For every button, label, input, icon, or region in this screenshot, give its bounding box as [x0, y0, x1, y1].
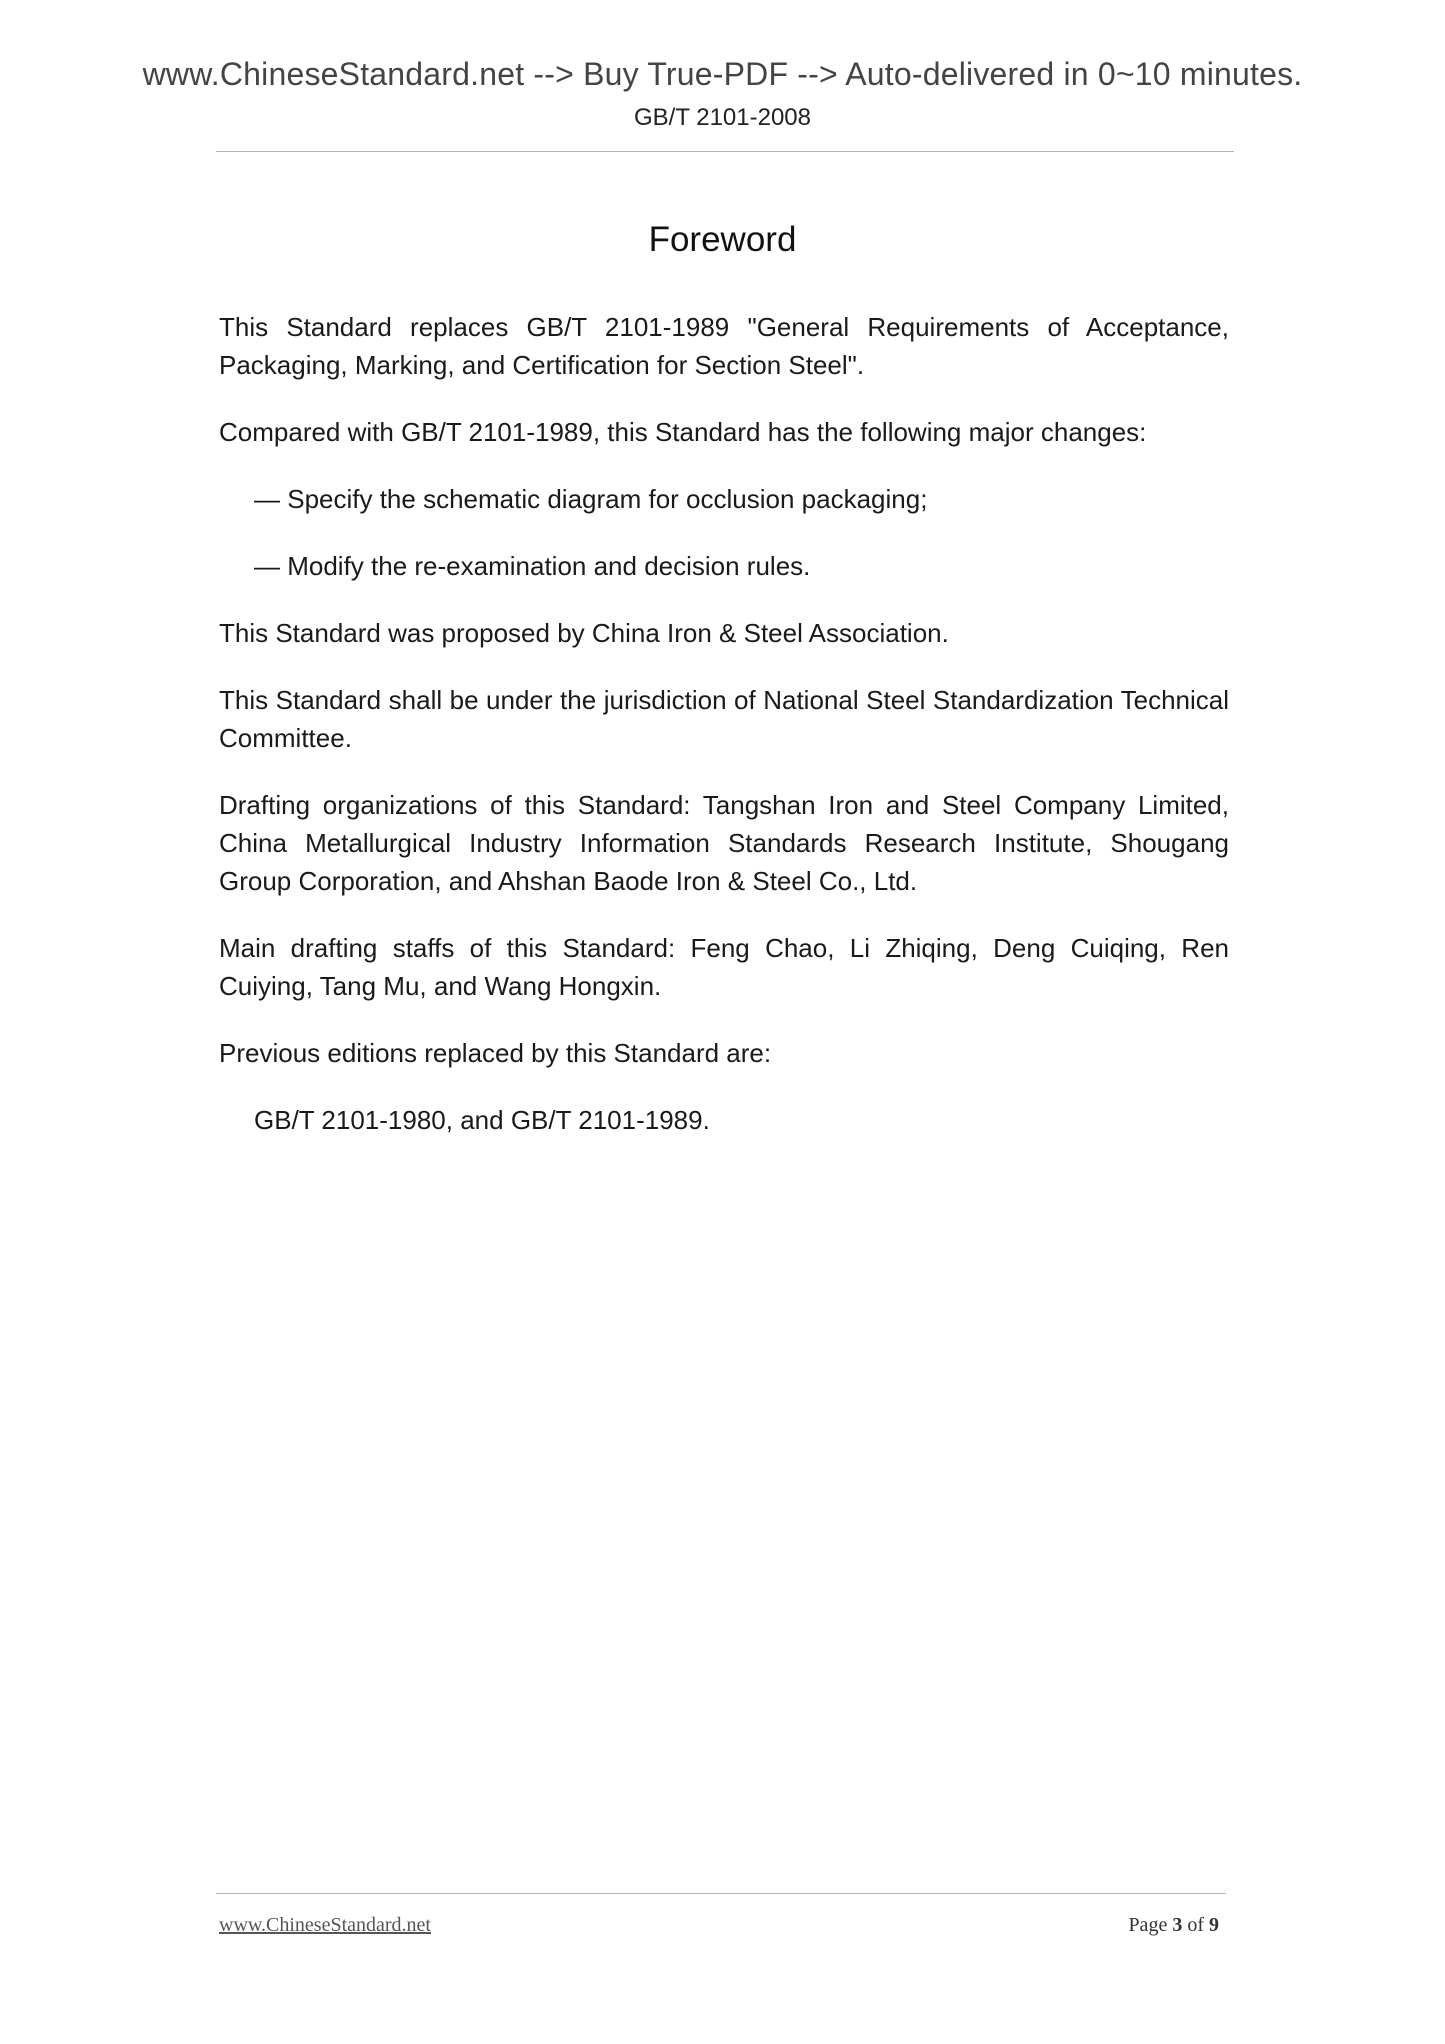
- page-of: of: [1182, 1914, 1209, 1936]
- list-item-change-1: — Specify the schematic diagram for occlusion packaging;: [254, 484, 928, 514]
- header-banner: www.ChineseStandard.net --> Buy True-PDF --> Auto-delivered in 0~10 minutes.: [142, 56, 1303, 92]
- paragraph-jurisdiction: This Standard shall be under the jurisdiction of National Steel Standardization Technical Committee.: [219, 685, 1229, 753]
- paragraph-drafting-organizations: Drafting organizations of this Standard: Tangshan Iron and Steel Company Limited, China Metallurgical Industry Information Standards Research Institute, Shougang Group Corporation, and Ahshan Baode Iron & Steel Co., Ltd.: [219, 790, 1229, 896]
- list-item-previous-editions: GB/T 2101-1980, and GB/T 2101-1989.: [254, 1105, 710, 1135]
- page-total: 9: [1209, 1914, 1219, 1936]
- paragraph-changes-intro: Compared with GB/T 2101-1989, this Standard has the following major changes:: [219, 417, 1147, 447]
- page-number: [1128, 1914, 1219, 1937]
- page-current: 3: [1172, 1914, 1183, 1936]
- paragraph-previous-editions: Previous editions replaced by this Standard are:: [219, 1038, 772, 1068]
- paragraph-drafting-staffs: Main drafting staffs of this Standard: Feng Chao, Li Zhiqing, Deng Cuiqing, Ren Cuiying, Tang Mu, and Wang Hongxin.: [219, 933, 1229, 1001]
- standard-code: GB/T 2101-2008: [633, 104, 811, 131]
- paragraph-proposed-by: This Standard was proposed by China Iron & Steel Association.: [219, 618, 949, 648]
- paragraph-replacement: This Standard replaces GB/T 2101-1989 "General Requirements of Acceptance, Packaging, Marking, and Certification for Section Steel".: [219, 312, 1229, 380]
- footer-divider: [216, 1893, 1226, 1894]
- header-divider: [216, 151, 1234, 152]
- footer-website-link[interactable]: www.ChineseStandard.net: [219, 1914, 431, 1936]
- list-item-change-2: — Modify the re-examination and decision rules.: [254, 551, 811, 581]
- document-body: [219, 308, 1229, 1168]
- page-prefix: Page: [1128, 1914, 1173, 1936]
- page-title: Foreword: [648, 220, 797, 259]
